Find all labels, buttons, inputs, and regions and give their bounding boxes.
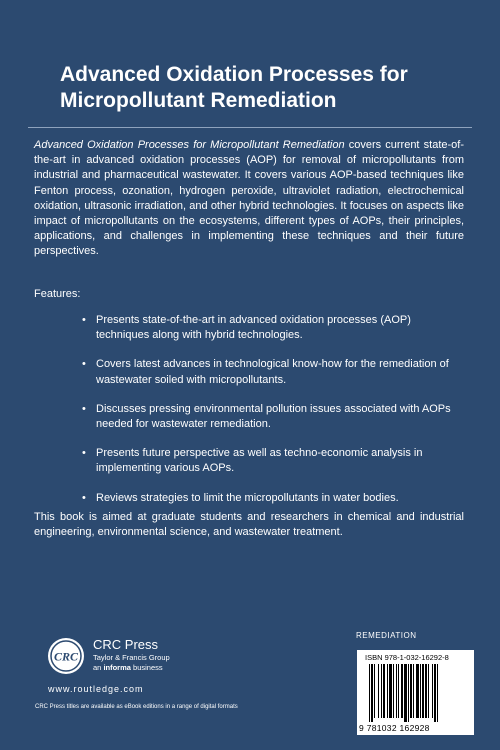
feature-item [34, 446, 464, 476]
feature-text: Reviews strategies to limit the micropollutants in water bodies. [96, 491, 399, 504]
barcode-bar [393, 664, 394, 718]
barcode-bar [401, 664, 403, 718]
barcode-bar [410, 664, 412, 718]
barcode-bar [396, 664, 397, 718]
barcode-bar [371, 664, 373, 722]
isbn-barcode [357, 650, 474, 735]
barcode-bar [413, 664, 414, 718]
barcode-bar [389, 664, 392, 718]
barcode-bar [416, 664, 419, 718]
barcode-bar [437, 664, 438, 722]
barcode-bar [432, 664, 433, 718]
barcode-bar [398, 664, 399, 718]
book-title [60, 62, 460, 114]
book-title-line-1: Advanced Oxidation Processes for [60, 63, 408, 86]
title-divider [28, 127, 472, 128]
publisher-name: CRC Press [93, 637, 159, 652]
crc-press-logo-icon [46, 636, 86, 676]
barcode-bar [387, 664, 388, 718]
feature-item [34, 313, 464, 343]
feature-item [34, 402, 464, 432]
feature-item [34, 357, 464, 387]
barcode-bars [367, 664, 467, 722]
barcode-bar [378, 664, 379, 718]
publisher-business [93, 663, 163, 672]
barcode-bar [369, 664, 370, 722]
feature-item [34, 491, 464, 506]
business-suffix: business [130, 663, 163, 672]
logo-text: CRC [53, 649, 79, 664]
barcode-bar [408, 664, 409, 722]
barcode-digits: 9 781032 162928 [359, 723, 430, 733]
publisher-group: Taylor & Francis Group [93, 653, 170, 662]
isbn-label: ISBN 978-1-032-16292-8 [365, 653, 449, 662]
bullet-icon: • [82, 358, 86, 371]
barcode-bar [404, 664, 407, 722]
business-prefix: an [93, 663, 104, 672]
barcode-bar [425, 664, 427, 718]
features-list [34, 313, 464, 520]
intro-paragraph [34, 138, 464, 260]
bullet-icon: • [82, 447, 86, 460]
closing-paragraph: This book is aimed at graduate students and researchers in chemical and industrial engineering, environmental science, and wastewater treatment. [34, 511, 464, 539]
feature-text: Presents future perspective as well as techno-economic analysis in implementing various AOPs. [96, 447, 423, 475]
barcode-bar [422, 664, 424, 718]
feature-text: Covers latest advances in technological know-how for the remediation of wastewater soiled with micropollutants. [96, 358, 449, 386]
barcode-bar [383, 664, 385, 718]
bullet-icon: • [82, 314, 86, 326]
intro-italic-title: Advanced Oxidation Processes for Micropollutant Remediation [34, 139, 345, 151]
barcode-bar [374, 664, 375, 718]
barcode-bar [434, 664, 436, 722]
barcode-bar [381, 664, 382, 718]
intro-text: covers current state-of-the-art in advanced oxidation processes (AOP) for removal of micropollutants from industrial and pharmaceutical wastewater. It covers various AOP-based techniques like Fenton process, ozonation, hydrogen peroxide, ultraviolet radiation, electrochemical oxidation, ultrasonic irradiation, and other hybrid technologies. It focuses on aspects like impact of micropollutants on the ecosystems, different types of AOPs, their principles, applications, and challenges in implementing these techniques and their future perspectives. [34, 139, 464, 258]
feature-text: Presents state-of-the-art in advanced oxidation processes (AOP) techniques along with hybrid technologies. [96, 314, 411, 342]
feature-text: Discusses pressing environmental pollution issues associated with AOPs needed for wastewater remediation. [96, 402, 451, 431]
category-label: REMEDIATION [356, 631, 417, 640]
publisher-url: www.routledge.com [48, 684, 144, 694]
business-informa: informa [103, 663, 131, 672]
book-title-line-2: Micropollutant Remediation [60, 89, 337, 112]
ebook-note: CRC Press titles are available as eBook editions in a range of digital formats [35, 704, 238, 710]
bullet-icon: • [82, 402, 86, 415]
features-label: Features: [34, 288, 81, 300]
bullet-icon: • [82, 491, 86, 504]
barcode-bar [428, 664, 429, 718]
barcode-bar [420, 664, 421, 718]
